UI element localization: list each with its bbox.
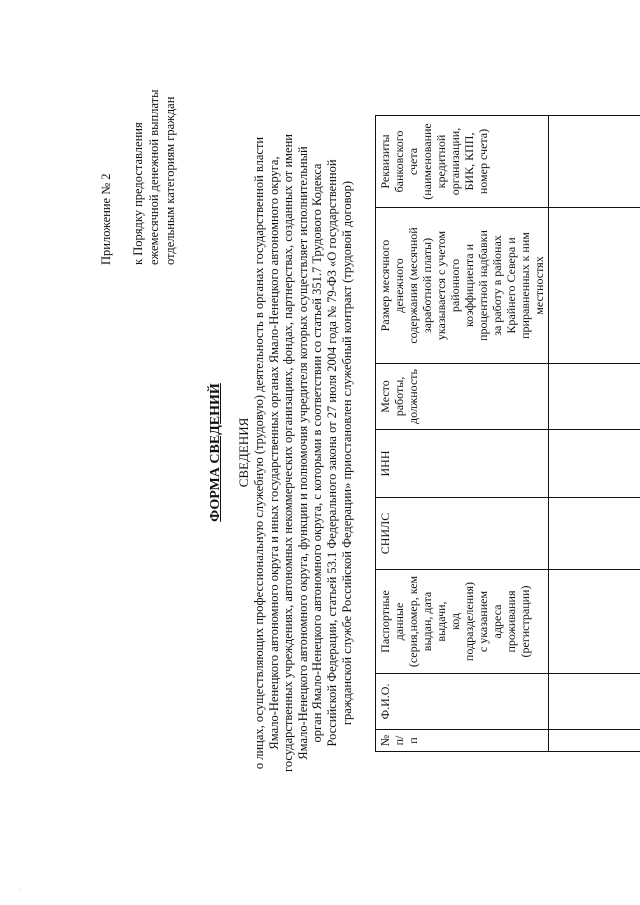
header-cell-line: денежного <box>392 258 406 313</box>
empty-cell-num[interactable] <box>549 730 640 752</box>
header-cell-line: код подразделения) <box>448 581 476 662</box>
appendix-line: отдельным категориям граждан <box>163 96 177 265</box>
header-cell-line: Крайнего Севера и <box>504 237 518 334</box>
table-header-row <box>376 116 549 752</box>
header-cell-line: Размер месячного <box>378 239 392 332</box>
header-cell-line: (наименование <box>420 123 434 200</box>
intro-line: орган Ямало-Ненецкого автономного округа, с которыми в соответствии со статьей 351.7 Трудового Кодекса <box>310 163 325 743</box>
header-cell-line: за работу в районах <box>490 235 504 336</box>
header-cell-line: содержания (месячной <box>406 227 420 344</box>
header-cell-line: проживания <box>504 590 518 653</box>
header-cell-num <box>376 730 549 752</box>
header-cell-line: Реквизиты <box>378 134 392 189</box>
header-cell-line: ИНН <box>378 450 392 477</box>
header-cell-line: должность <box>406 369 420 424</box>
header-cell-line: заработной платы) <box>420 237 434 334</box>
header-cell-line: выдан, дата выдачи, <box>420 591 448 652</box>
header-cell-line: организации, <box>448 127 462 196</box>
header-cell-line: Паспортные данные <box>378 590 406 653</box>
table-empty-row <box>549 116 640 752</box>
scan-artifact: · <box>18 885 21 895</box>
header-cell-line: БИК, КПП, <box>462 132 476 191</box>
intro-line: Ямало-Ненецкого автономного округа и иных государственных органах Ямало-Ненецкого автономного округа, <box>266 156 281 750</box>
header-cell-line: процентной надбавки <box>476 230 490 341</box>
appendix-line: к Порядку предоставления <box>131 122 145 265</box>
header-cell-line: номер счета) <box>476 128 490 195</box>
empty-cell-bank[interactable] <box>549 116 640 208</box>
header-cell-line: № <box>378 734 392 747</box>
intro-line: государственных учреждениях, автономных некоммерческих организациях, фондах, партнерствах, созданных от имени <box>281 134 296 772</box>
svedeniya-heading: СВЕДЕНИЯ <box>236 417 251 488</box>
appendix-block <box>98 89 178 265</box>
header-cell-salary <box>376 208 549 364</box>
intro-paragraph <box>252 97 354 809</box>
empty-cell-salary[interactable] <box>549 208 640 364</box>
header-cell-line: Ф.И.О. <box>378 683 392 720</box>
appendix-number: Приложение № 2 <box>99 173 113 265</box>
header-cell-line: местностях <box>532 256 546 315</box>
header-cell-line: районного <box>448 258 462 313</box>
header-cell-fio <box>376 674 549 730</box>
header-cell-workplace <box>376 364 549 430</box>
header-cell-line: приравненных к ним <box>518 232 532 339</box>
header-cell-line: п/п <box>392 735 420 746</box>
header-cell-line: работы, <box>392 376 406 417</box>
header-cell-line: (регистрации) <box>518 585 532 658</box>
header-cell-inn <box>376 430 549 498</box>
header-cell-line: Место <box>378 380 392 413</box>
form-title: ФОРМА СВЕДЕНИЙ <box>208 383 223 522</box>
data-table <box>375 115 640 752</box>
header-cell-line: указывается с учетом <box>434 230 448 341</box>
header-cell-line: СНИЛС <box>378 512 392 555</box>
header-cell-bank <box>376 116 549 208</box>
intro-line: Ямало-Ненецкого автономного округа, функции и полномочия учредителя которых осуществляет исполнительный <box>295 146 310 760</box>
appendix-line: ежемесячной денежной выплаты <box>147 89 161 265</box>
header-cell-line: счета <box>406 147 420 176</box>
empty-cell-workplace[interactable] <box>549 364 640 430</box>
intro-line: Российской Федерации, статьей 53.1 Федерального закона от 27 июля 2004 года № 79-ФЗ «О государственной <box>324 159 339 747</box>
empty-cell-fio[interactable] <box>549 674 640 730</box>
header-cell-passport <box>376 570 549 674</box>
empty-cell-inn[interactable] <box>549 430 640 498</box>
header-cell-line: коэффициента и <box>462 243 476 328</box>
header-cell-line: с указанием адреса <box>476 590 504 653</box>
empty-cell-snils[interactable] <box>549 498 640 570</box>
empty-cell-passport[interactable] <box>549 570 640 674</box>
header-cell-snils <box>376 498 549 570</box>
header-cell-line: кредитной <box>434 134 448 189</box>
header-cell-line: (серия,номер, кем <box>406 575 420 668</box>
intro-line: гражданской службе Российской Федерации» приостановлен служебный контракт (трудовой договор) <box>339 180 354 726</box>
header-cell-line: банковского <box>392 130 406 193</box>
intro-line: о лицах, осуществляющих профессиональную служебную (трудовую) деятельность в органах государственной власти <box>252 136 266 770</box>
